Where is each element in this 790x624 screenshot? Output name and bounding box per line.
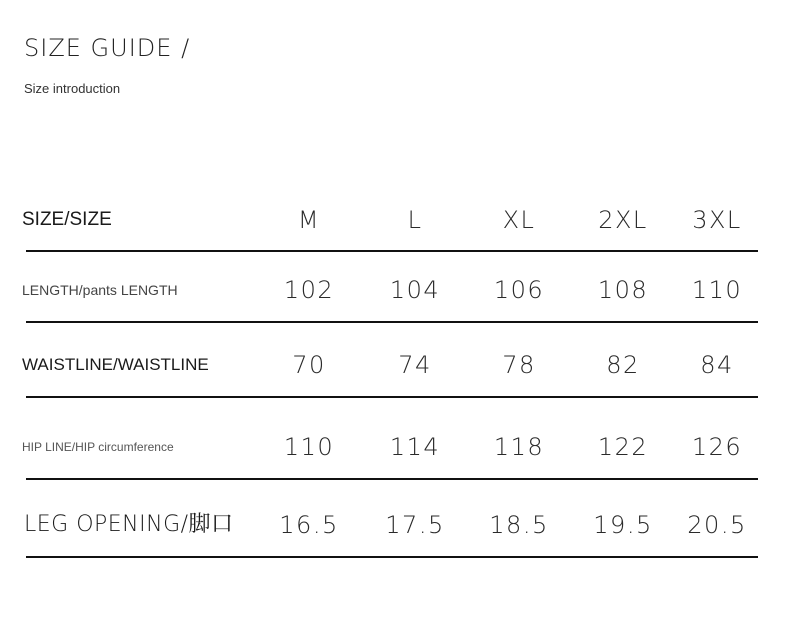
table-cell: 110 (691, 276, 743, 304)
table-cell: 20.5 (687, 511, 747, 539)
column-header-l: L (407, 206, 423, 234)
table-cell: 102 (283, 276, 335, 304)
table-row-leg-opening (0, 510, 790, 546)
table-cell: 74 (398, 351, 432, 379)
column-header-2xl: 2XL (598, 206, 648, 234)
table-cell: 114 (389, 433, 441, 461)
table-cell: 106 (493, 276, 545, 304)
table-cell: 70 (292, 351, 326, 379)
column-header-xl: XL (502, 206, 536, 234)
column-header-m: M (297, 206, 321, 234)
table-cell: 78 (502, 351, 536, 379)
page-title: SIZE GUIDE / (24, 34, 191, 62)
table-row-length (0, 275, 790, 311)
table-cell: 16.5 (279, 511, 339, 539)
table-cell: 110 (283, 433, 335, 461)
table-cell: 17.5 (385, 511, 445, 539)
divider (26, 396, 758, 398)
row-label: HIP LINE/HIP circumference (22, 440, 174, 454)
divider (26, 321, 758, 323)
table-cell: 19.5 (593, 511, 653, 539)
table-cell: 122 (597, 433, 649, 461)
table-cell: 118 (493, 433, 545, 461)
table-row-hip (0, 432, 790, 468)
column-header-3xl: 3XL (692, 206, 742, 234)
table-cell: 82 (606, 351, 640, 379)
table-cell: 126 (691, 433, 743, 461)
column-header-size: SIZE/SIZE (22, 209, 112, 230)
divider (26, 250, 758, 252)
row-label: LENGTH/pants LENGTH (22, 282, 178, 298)
table-cell: 18.5 (489, 511, 549, 539)
table-cell: 108 (597, 276, 649, 304)
row-label: WAISTLINE/WAISTLINE (22, 355, 209, 374)
page-subtitle: Size introduction (24, 81, 121, 96)
table-row-waistline (0, 350, 790, 386)
row-label: LEG OPENING/脚口 (24, 512, 234, 537)
divider (26, 556, 758, 558)
table-cell: 104 (389, 276, 441, 304)
table-header-row (0, 205, 790, 235)
divider (26, 478, 758, 480)
table-cell: 84 (700, 351, 734, 379)
